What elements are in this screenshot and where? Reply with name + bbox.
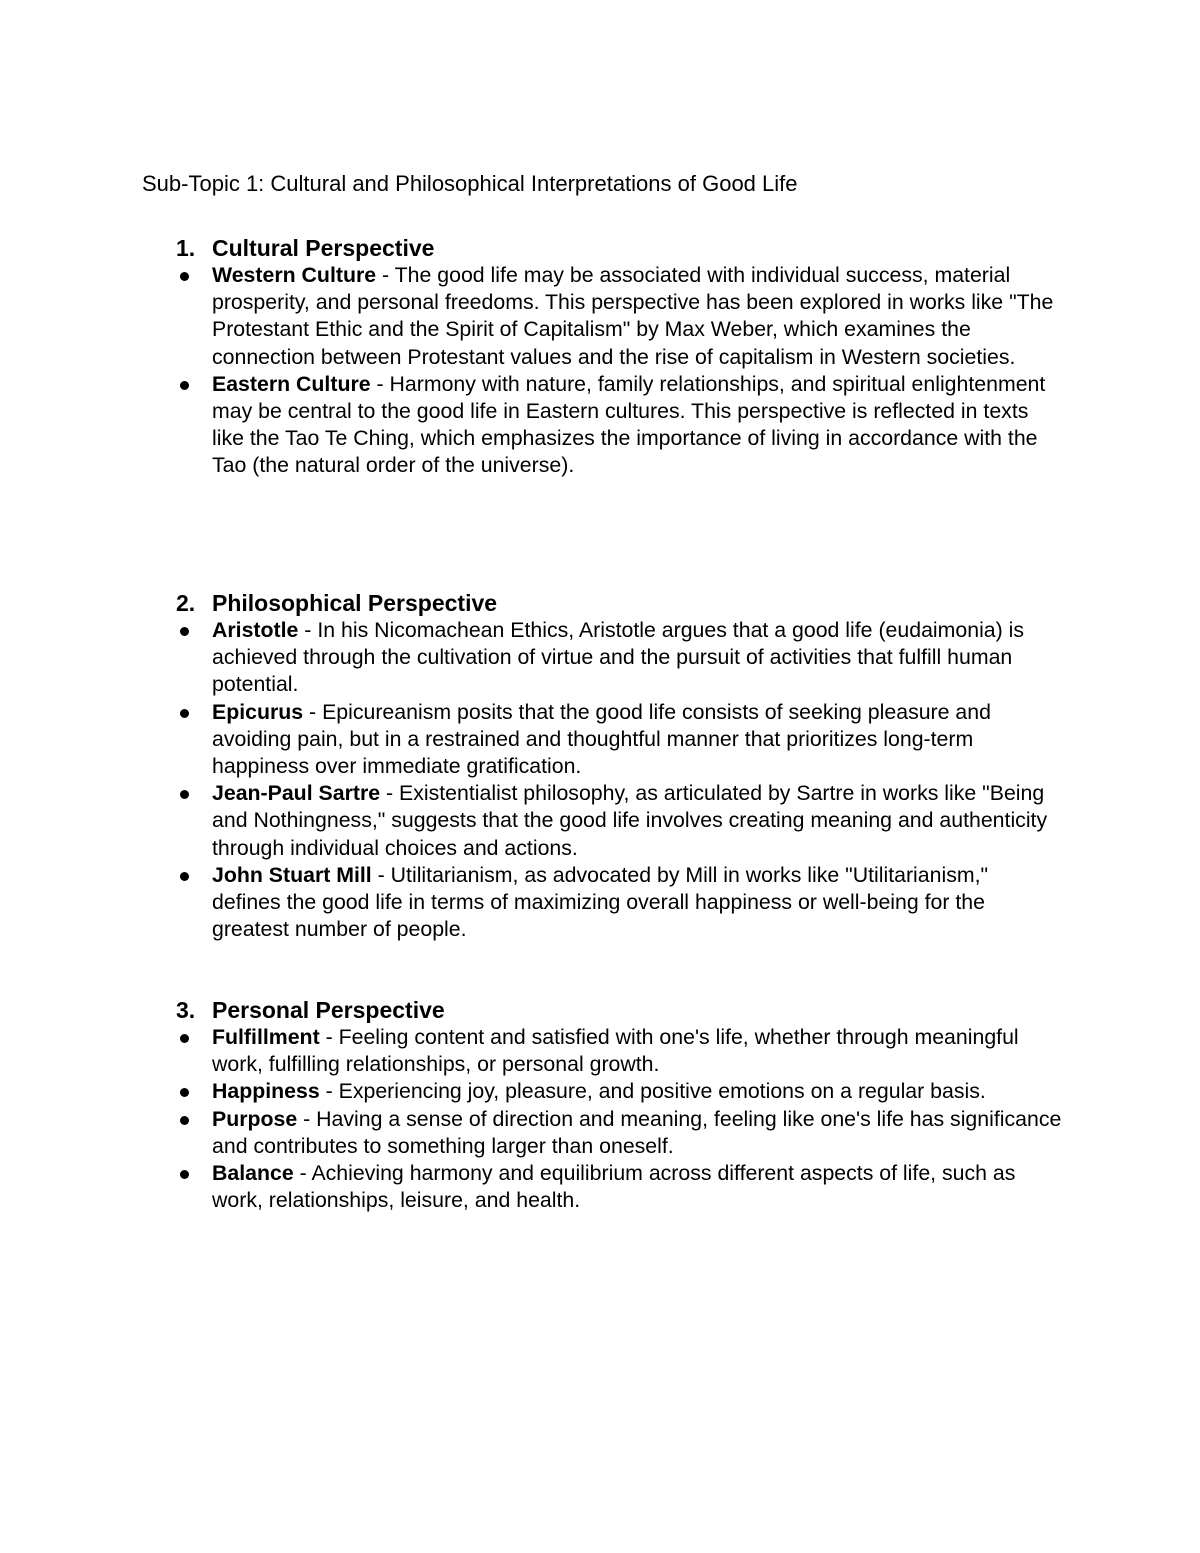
list-item [0, 1160, 1062, 1214]
item-text: - Existentialist philosophy, as articulated by Sartre in works like "Being and Nothingness," suggests that the good life involves creating meaning and authenticity through individual choices and actions. [212, 781, 1048, 860]
section-title: Philosophical Perspective [212, 590, 498, 616]
list-item [0, 617, 1062, 699]
item-term: John Stuart Mill [212, 862, 372, 887]
item-text: - Having a sense of direction and meaning, feeling like one's life has significance and contributes to something larger than oneself. [212, 1106, 1062, 1158]
item-text: - In his Nicomachean Ethics, Aristotle argues that a good life (eudaimonia) is achieved through the cultivation of virtue and the pursuit of activities that fulfill human potential. [212, 618, 1025, 697]
item-term: Fulfillment [212, 1025, 320, 1049]
list-item [0, 1078, 1062, 1105]
bullet-icon [180, 790, 189, 799]
list-item [0, 699, 1062, 781]
section-personal-perspective [0, 996, 1200, 1214]
bullet-icon [180, 1088, 189, 1097]
item-text: - Harmony with nature, family relationships, and spiritual enlightenment may be central to the good life in Eastern cultures. This perspective is reflected in texts like the Tao Te Ching, which emphasizes the importance of living in accordance with the Tao (the natural order of the universe). [212, 371, 1046, 478]
subtopic-heading: Sub-Topic 1: Cultural and Philosophical Interpretations of Good Life [142, 171, 798, 196]
bullet-icon [180, 381, 189, 390]
item-term: Balance [212, 1161, 294, 1186]
section-philosophical-perspective [0, 589, 1200, 943]
item-term: Aristotle [212, 618, 299, 642]
section-title: Cultural Perspective [212, 235, 435, 261]
item-text: - Epicureanism posits that the good life consists of seeking pleasure and avoiding pain, but in a restrained and thoughtful manner that prioritizes long-term happiness over immediate gratification. [212, 699, 991, 779]
bullet-icon [180, 1034, 189, 1043]
item-term: Jean-Paul Sartre [212, 781, 381, 806]
item-text: - The good life may be associated with individual success, material prosperity, and personal freedoms. This perspective has been explored in works like "The Protestant Ethic and the Spirit of Capitalism" by Max Weber, which examines the connection between Protestant values and the rise of capitalism in Western societies. [212, 263, 1054, 369]
section-heading [0, 996, 1200, 1024]
bullet-icon [180, 272, 189, 281]
bullet-icon [180, 872, 189, 881]
item-text: - Utilitarianism, as advocated by Mill in works like "Utilitarianism," defines the good life in terms of maximizing overall happiness or well-being for the greatest number of people. [212, 862, 989, 942]
item-term: Epicurus [212, 699, 304, 724]
bullet-icon [180, 1170, 189, 1179]
item-text: - Achieving harmony and equilibrium across different aspects of life, such as work, relationships, leisure, and health. [212, 1161, 1016, 1213]
list-item [0, 262, 1062, 371]
bullet-list [0, 1024, 1200, 1214]
item-text: - Experiencing joy, pleasure, and positive emotions on a regular basis. [319, 1079, 986, 1104]
item-term: Purpose [212, 1106, 298, 1131]
list-item [0, 1024, 1062, 1078]
section-heading [0, 589, 1200, 617]
item-text: - Feeling content and satisfied with one's life, whether through meaningful work, fulfilling relationships, or personal growth. [212, 1025, 1019, 1077]
list-item [0, 862, 1062, 944]
section-title: Personal Perspective [212, 997, 445, 1023]
item-term: Happiness [212, 1079, 320, 1104]
section-heading [0, 234, 1200, 262]
list-item [0, 780, 1062, 862]
bullet-list [0, 617, 1200, 943]
item-term: Eastern Culture [212, 371, 371, 396]
list-item [0, 371, 1062, 480]
section-number: 1. [176, 235, 196, 261]
section-number: 3. [176, 997, 196, 1023]
item-term: Western Culture [212, 263, 377, 287]
section-cultural-perspective [0, 234, 1200, 480]
bullet-icon [180, 1116, 189, 1125]
bullet-icon [180, 709, 189, 718]
bullet-list [0, 262, 1200, 480]
bullet-icon [180, 627, 189, 636]
section-number: 2. [176, 590, 196, 616]
list-item [0, 1106, 1062, 1160]
